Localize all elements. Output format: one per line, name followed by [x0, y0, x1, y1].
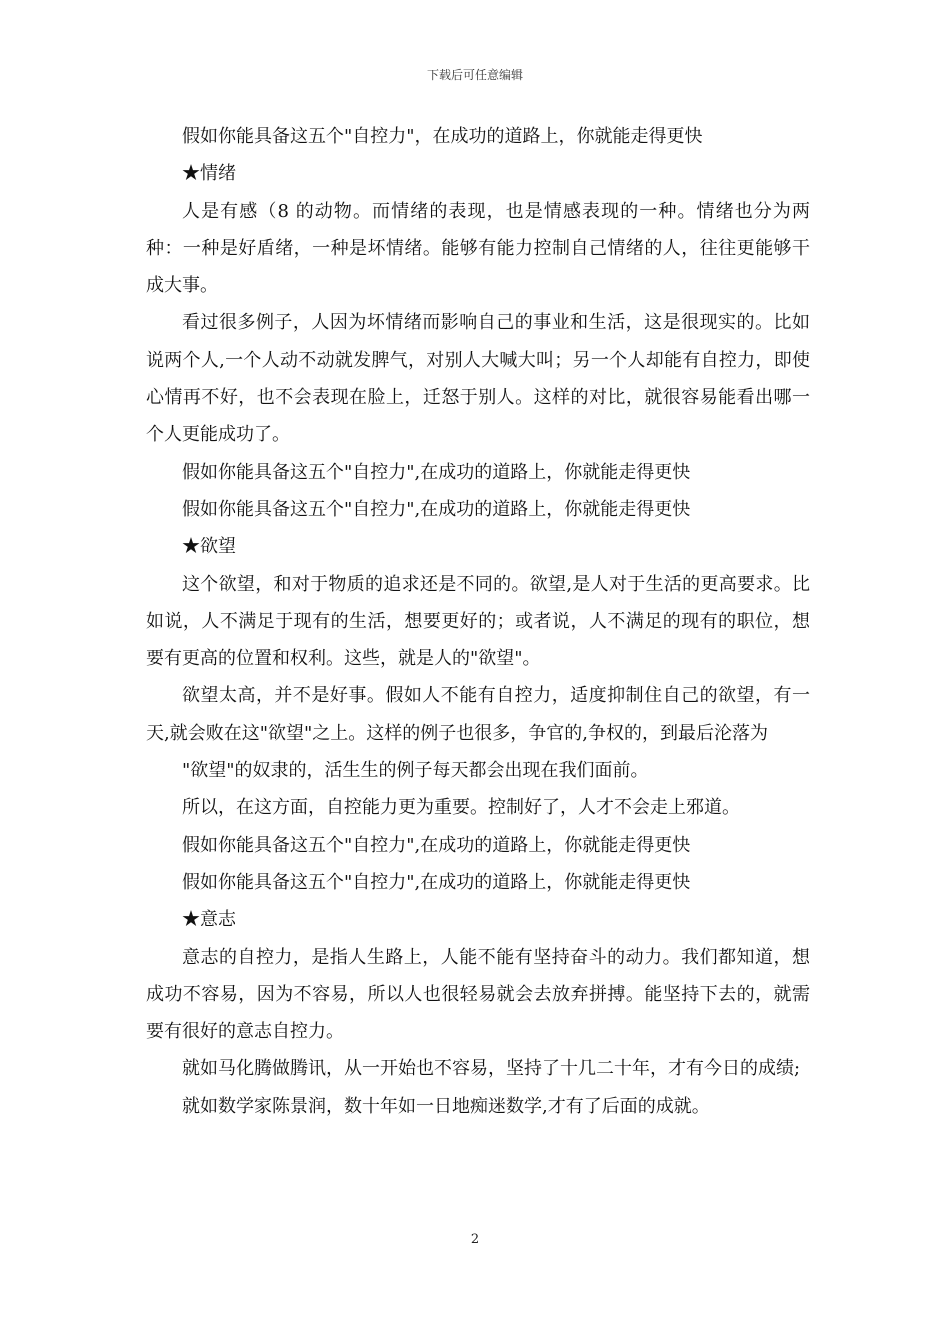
section-heading-emotion: ★情绪 — [182, 163, 236, 185]
paragraph: 欲望太高，并不是好事。假如人不能有自控力，适度抑制住自己的欲望，有一天,就会败在这"欲望"之上。这样的例子也很多，争官的,争权的，到最后沦落为 — [146, 685, 810, 744]
paragraph: 这个欲望，和对于物质的追求还是不同的。欲望,是人对于生活的更高要求。比如说，人不满足于现有的生活，想要更好的；或者说，人不满足的现有的职位，想要有更高的位置和权利。这些，就是人的"欲望"。 — [146, 573, 810, 670]
paragraph: 就如数学家陈景润，数十年如一日地痴迷数学,才有了后面的成就。 — [182, 1095, 710, 1117]
paragraph: 假如你能具备这五个"自控力",在成功的道路上，你就能走得更快 — [182, 498, 691, 520]
paragraph: 假如你能具备这五个"自控力"，在成功的道路上，你就能走得更快 — [182, 126, 703, 147]
paragraph: 看过很多例子，人因为坏情绪而影响自己的事业和生活，这是很现实的。比如说两个人,一个人动不动就发脾气，对别人大喊大叫；另一个人却能有自控力，即使心情再不好，也不会表现在脸上，迁怒于别人。这样的对比，就很容易能看出哪一个人更能成功了。 — [146, 312, 810, 446]
paragraph: 就如马化腾做腾讯，从一开始也不容易，坚持了十几二十年，才有今日的成绩; — [182, 1058, 801, 1080]
paragraph: 假如你能具备这五个"自控力",在成功的道路上，你就能走得更快 — [182, 871, 691, 893]
document-body — [146, 118, 810, 1125]
page-header: 下载后可任意编辑 — [426, 68, 523, 82]
paragraph: 意志的自控力，是指人生路上，人能不能有坚持奋斗的动力。我们都知道，想成功不容易，因为不容易，所以人也很轻易就会去放弃拼搏。能坚持下去的，就需要有很好的意志自控力。 — [146, 946, 810, 1043]
paragraph: 所以，在这方面，自控能力更为重要。控制好了，人才不会走上邪道。 — [182, 797, 740, 819]
paragraph: 假如你能具备这五个"自控力",在成功的道路上，你就能走得更快 — [182, 461, 691, 483]
paragraph: "欲望"的奴隶的，活生生的例子每天都会出现在我们面前。 — [182, 760, 649, 782]
section-heading-will: ★意志 — [182, 909, 236, 931]
paragraph: 人是有感（8 的动物。而情绪的表现，也是情感表现的一种。情绪也分为两种：一种是好盾绪，一种是坏情绪。能够有能力控制自己情绪的人，往往更能够干成大事。 — [146, 200, 810, 297]
section-heading-desire: ★欲望 — [182, 536, 236, 558]
paragraph: 假如你能具备这五个"自控力",在成功的道路上，你就能走得更快 — [182, 834, 691, 856]
page-number: 2 — [470, 1232, 480, 1247]
